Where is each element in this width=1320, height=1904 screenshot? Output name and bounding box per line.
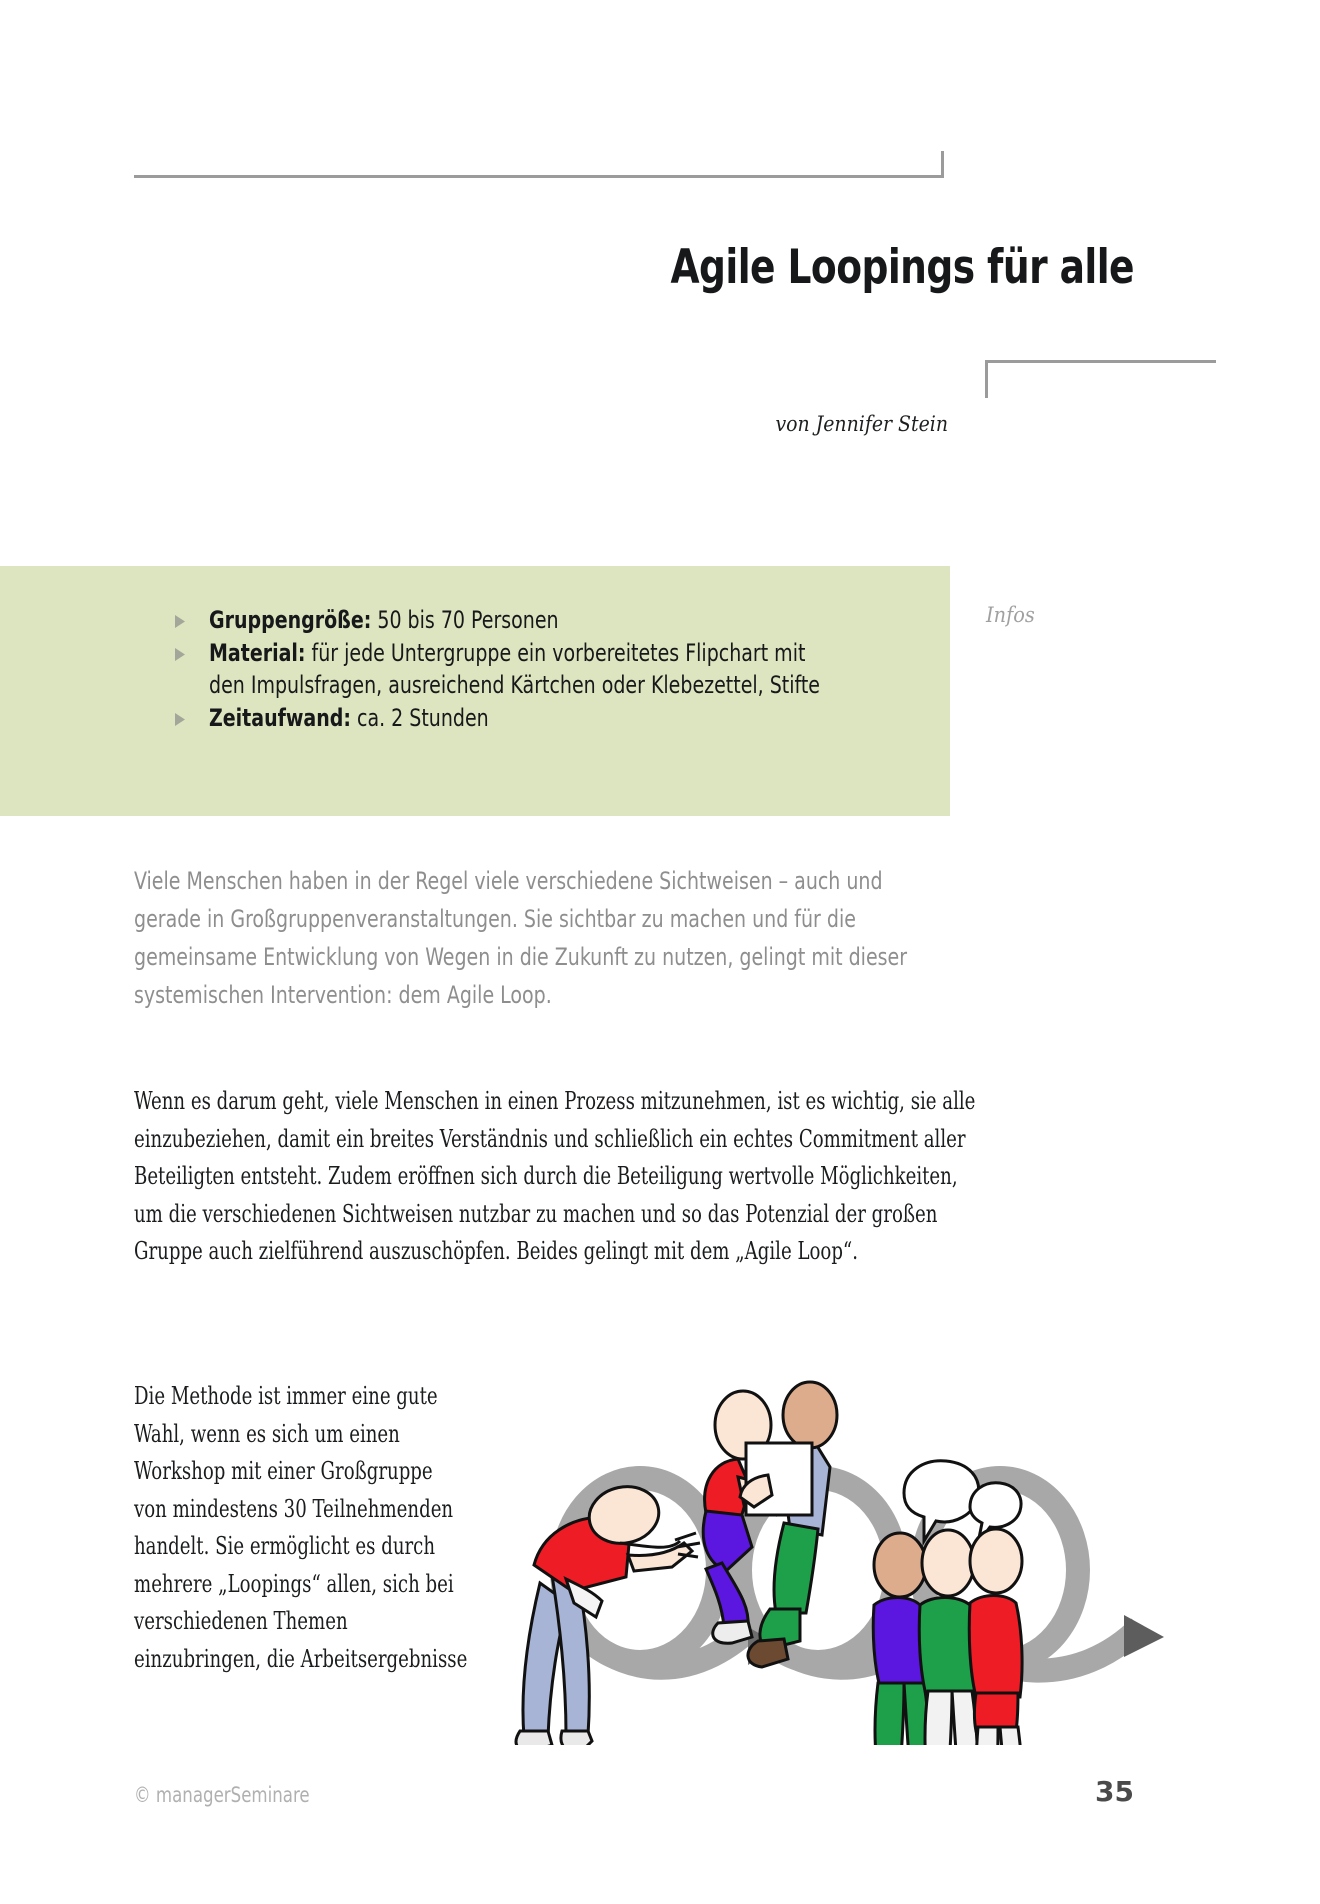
info-term: Zeitaufwand: (209, 704, 351, 732)
info-term: Material: (209, 639, 306, 667)
triangle-right-icon (173, 604, 209, 629)
infos-label: Infos (986, 603, 1035, 627)
infos-box (0, 566, 950, 816)
body-paragraph-1: Wenn es darum geht, viele Menschen in einen Prozess mitzunehmen, ist es wichtig, sie alle einzubeziehen, damit ein breites Verständnis und schließlich ein echtes Commitment aller Beteiligten entsteht. Zudem eröffnen sich durch die Beteiligung wertvolle Möglichkeiten, um die verschiedenen Sichtweisen nutzbar zu machen und so das Potenzial der großen Gruppe auch zielführend auszuschöpfen. Beides gelingt mit dem „Agile Loop“. (134, 1087, 976, 1265)
author-byline: von Jennifer Stein (775, 412, 948, 436)
page-title: Agile Loopings für alle (670, 240, 1134, 295)
info-value: ca. 2 Stunden (350, 704, 489, 732)
body-paragraph-2: Die Methode ist immer eine gute Wahl, wenn es sich um einen Workshop mit einer Großgruppe von mindestens 30 Teilnehmenden handelt. Sie ermöglicht es durch mehrere „Loopings“ allen, sich bei verschiedenen Themen einzubringen, die Arbeitsergebnisse (134, 1382, 468, 1673)
triangle-right-icon (173, 702, 209, 727)
list-item (173, 604, 913, 636)
list-item (173, 702, 913, 734)
info-term: Gruppengröße: (209, 606, 372, 634)
page-number: 35 (1095, 1775, 1134, 1808)
infos-list (173, 604, 913, 735)
corner-bracket-rule (985, 360, 1216, 398)
triangle-right-icon (173, 637, 209, 662)
agile-loop-illustration (500, 1365, 1200, 1745)
list-item (173, 637, 913, 701)
footer-copyright: © managerSeminare (134, 1783, 310, 1807)
top-rule (134, 175, 944, 178)
info-value: für jede Untergruppe ein vorbereitetes Flipchart mit den Impulsfragen, ausreichend Kärtchen oder Klebezettel, Stifte (209, 639, 820, 699)
lead-paragraph: Viele Menschen haben in der Regel viele verschiedene Sichtweisen – auch und gerade in Großgruppenveranstaltungen. Sie sichtbar zu machen und für die gemeinsame Entwicklung von Wegen in die Zukunft zu nutzen, gelingt mit dieser systemischen Intervention: dem Agile Loop. (134, 867, 908, 1009)
figures-group-right (868, 1461, 1022, 1745)
top-rule-tick (941, 151, 944, 178)
figures-seated (703, 1382, 837, 1667)
info-value: 50 bis 70 Personen (371, 606, 559, 634)
figure-left (516, 1480, 700, 1745)
